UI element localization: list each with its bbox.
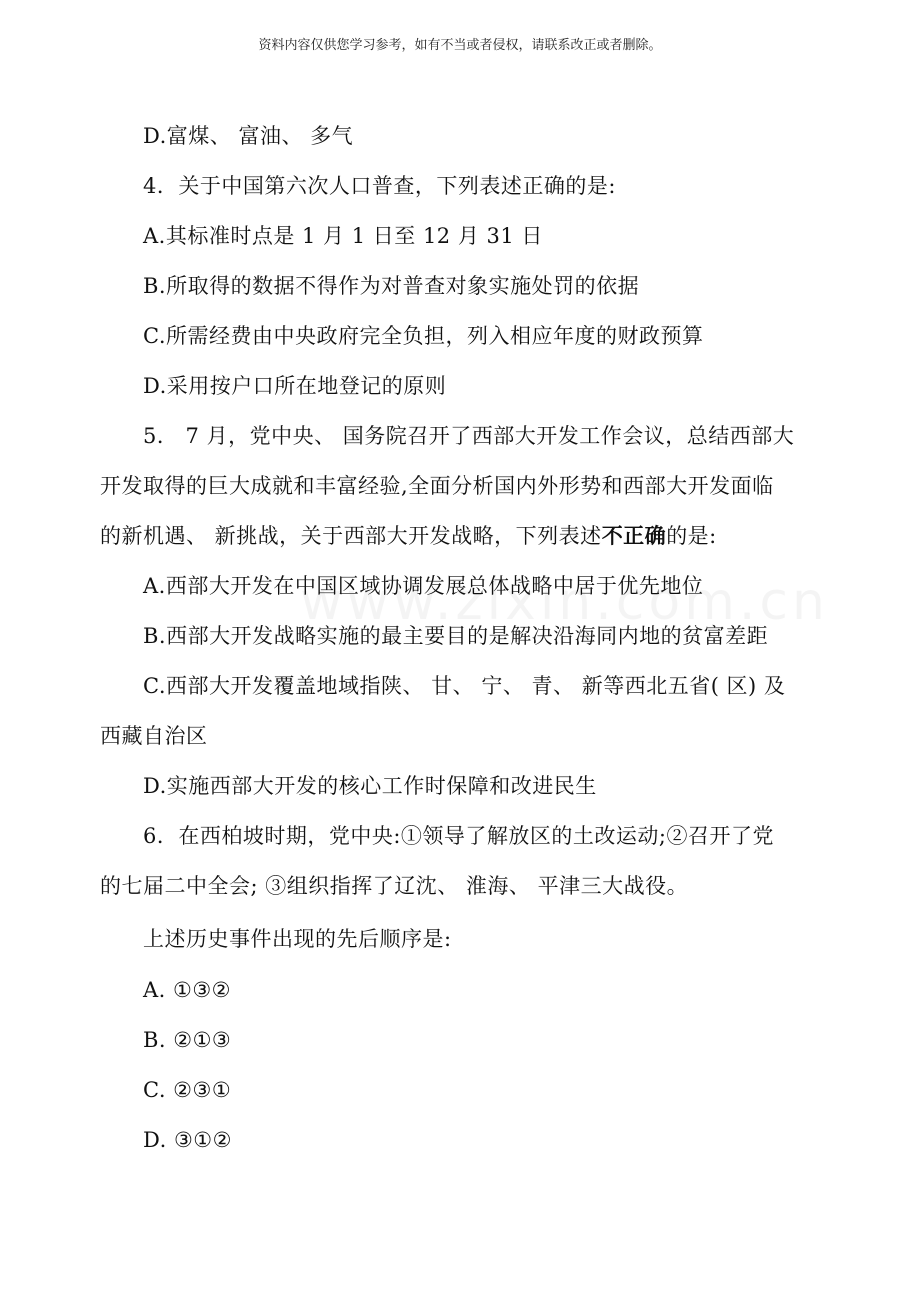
q6-option-c: C. ②③①: [143, 1078, 232, 1102]
q5-stem-line-2: 开发取得的巨大成就和丰富经验,全面分析国内外形势和西部大开发面临: [100, 474, 774, 498]
q5-stem-line-1: 5． 7 月，党中央、 国务院召开了西部大开发工作会议，总结西部大: [143, 424, 795, 448]
q6-option-b: B. ②①③: [143, 1028, 232, 1052]
q5-option-a: A.西部大开发在中国区域协调发展总体战略中居于优先地位: [143, 574, 704, 598]
q4-option-a: A.其标准时点是 1 月 1 日至 12 月 31 日: [143, 224, 543, 248]
q6-stem-line-1: 6．在西柏坡时期，党中央:①领导了解放区的土改运动;②召开了党: [143, 824, 775, 848]
q5-stem-text: 的新机遇、 新挑战，关于西部大开发战略，下列表述: [100, 524, 602, 548]
q5-option-d: D.实施西部大开发的核心工作时保障和改进民生: [143, 774, 597, 798]
q4-option-d: D.采用按户口所在地登记的原则: [143, 374, 447, 398]
q5-stem-tail: 的是:: [666, 524, 717, 548]
q6-question: 上述历史事件出现的先后顺序是:: [143, 927, 452, 951]
q5-option-b: B.西部大开发战略实施的最主要目的是解决沿海同内地的贫富差距: [143, 624, 769, 648]
q6-stem-line-2: 的七届二中全会; ③组织指挥了辽沈、 淮海、 平津三大战役。: [100, 874, 689, 898]
q5-option-c-line-1: C.西部大开发覆盖地域指陕、 甘、 宁、 青、 新等西北五省( 区) 及: [143, 674, 786, 698]
q4-option-c: C.所需经费由中央政府完全负担，列入相应年度的财政预算: [143, 324, 704, 348]
q6-option-a: A. ①③②: [143, 978, 231, 1002]
page-header-disclaimer: 资料内容仅供您学习参考，如有不当或者侵权，请联系改正或者删除。: [258, 38, 662, 53]
q5-option-c-line-2: 西藏自治区: [100, 724, 208, 748]
q4-stem: 4．关于中国第六次人口普查，下列表述正确的是:: [143, 174, 616, 198]
q3-option-d: D.富煤、 富油、 多气: [143, 124, 354, 148]
q4-option-b: B.所取得的数据不得作为对普查对象实施处罚的依据: [143, 274, 640, 298]
q5-emphasis: 不正确: [601, 524, 667, 548]
q6-option-d: D. ③①②: [143, 1128, 232, 1152]
q5-stem-line-3: [100, 521, 717, 551]
